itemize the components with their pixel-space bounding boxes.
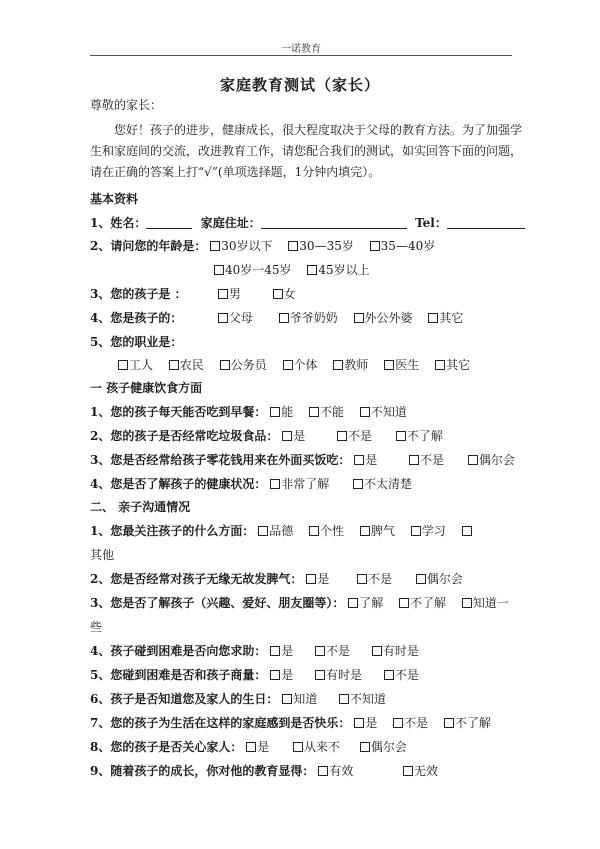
option[interactable]: 是: [246, 740, 269, 754]
option[interactable]: 爷爷奶奶: [279, 311, 338, 325]
question-text: 9、随着孩子的成长，你对他的教育显得：: [90, 764, 315, 778]
checkbox-icon: [348, 598, 358, 608]
checkbox-icon: [360, 526, 370, 536]
option[interactable]: 是: [354, 716, 377, 730]
checkbox-icon: [270, 646, 280, 656]
option[interactable]: 是: [354, 453, 377, 467]
checkbox-icon: [468, 455, 478, 465]
basic-q4-row: [90, 309, 475, 326]
checkbox-icon: [360, 407, 370, 417]
option[interactable]: 偶尔会: [360, 740, 407, 754]
checkbox-icon: [309, 407, 319, 417]
basic-q2-row-cont: [214, 261, 382, 278]
checkbox-icon: [273, 289, 283, 299]
checkbox-icon: [218, 289, 228, 299]
option[interactable]: 工人: [118, 358, 153, 372]
comm-q1-wrap: 其他: [90, 548, 115, 562]
option[interactable]: 不了解: [444, 716, 491, 730]
question-text: 2、您是否经常对孩子无缘无故发脾气：: [90, 572, 303, 586]
option[interactable]: 能: [270, 405, 293, 419]
checkbox-icon: [279, 313, 289, 323]
option[interactable]: 其它: [435, 358, 470, 372]
question-text: 1、您最关注孩子的什么方面：: [90, 524, 255, 538]
checkbox-icon: [337, 431, 347, 441]
checkbox-icon: [370, 241, 380, 251]
tel-label: Tel：: [415, 216, 447, 230]
basic-q5: 5、您的职业是：: [90, 335, 183, 349]
checkbox-icon: [307, 265, 317, 275]
name-label: 1、姓名：: [90, 216, 147, 230]
address-field[interactable]: [261, 216, 407, 229]
checkbox-icon: [399, 598, 409, 608]
option[interactable]: 其它: [428, 311, 463, 325]
option[interactable]: 不是: [384, 668, 419, 682]
checkbox-icon: [210, 241, 220, 251]
option[interactable]: 是: [282, 429, 305, 443]
option[interactable]: 不知道: [339, 692, 386, 706]
checkbox-icon: [306, 574, 316, 584]
option[interactable]: 偶尔会: [468, 453, 515, 467]
option[interactable]: 不了解: [396, 429, 443, 443]
basic-q3-row: [90, 285, 308, 302]
address-label: 家庭住址：: [200, 216, 261, 230]
option[interactable]: 有效: [318, 764, 353, 778]
option[interactable]: 医生: [384, 358, 419, 372]
question-text: 6、孩子是否知道您及家人的生日：: [90, 692, 279, 706]
checkbox-icon: [435, 360, 445, 370]
option[interactable]: 不是: [409, 453, 444, 467]
header-rule: [90, 55, 512, 56]
option[interactable]: 不太清楚: [353, 477, 412, 491]
comm-q7-row: [90, 714, 503, 731]
checkbox-icon: [353, 479, 363, 489]
option[interactable]: 知道一: [462, 596, 509, 610]
comm-q1-row: [90, 522, 473, 539]
section-communication: 二、 亲子沟通情况: [90, 500, 191, 514]
option[interactable]: 不知道: [360, 405, 407, 419]
name-field[interactable]: [146, 216, 192, 229]
option[interactable]: 有时是: [315, 668, 362, 682]
checkbox-icon: [372, 646, 382, 656]
checkbox-icon: [428, 313, 438, 323]
checkbox-icon[interactable]: [462, 526, 472, 536]
option[interactable]: 不是: [393, 716, 428, 730]
option[interactable]: 是: [270, 668, 293, 682]
question-text: 5、您碰到困难是否和孩子商量：: [90, 668, 267, 682]
diet-q1-row: [90, 403, 419, 420]
checkbox-icon: [339, 694, 349, 704]
checkbox-icon: [288, 241, 298, 251]
checkbox-icon: [218, 313, 228, 323]
checkbox-icon: [270, 479, 280, 489]
option[interactable]: 公务员: [220, 358, 267, 372]
option[interactable]: 了解: [348, 596, 383, 610]
checkbox-icon: [270, 407, 280, 417]
comm-q4-row: [90, 642, 431, 659]
option[interactable]: 是: [270, 644, 293, 658]
option[interactable]: 是: [306, 572, 329, 586]
checkbox-icon: [384, 670, 394, 680]
option[interactable]: 女: [273, 287, 296, 301]
option[interactable]: 不能: [309, 405, 344, 419]
comm-q6-row: [90, 690, 398, 707]
checkbox-icon: [283, 360, 293, 370]
checkbox-icon: [169, 360, 179, 370]
checkbox-icon: [411, 526, 421, 536]
option[interactable]: 教师: [333, 358, 368, 372]
question-text: 2、请问您的年龄是：: [90, 239, 207, 253]
option[interactable]: 40岁一45岁: [214, 263, 292, 277]
option[interactable]: 知道: [282, 692, 317, 706]
checkbox-icon: [282, 694, 292, 704]
checkbox-icon: [403, 766, 413, 776]
option[interactable]: 个体: [283, 358, 318, 372]
option[interactable]: 品德: [258, 524, 293, 538]
option[interactable]: 不是: [315, 644, 350, 658]
option[interactable]: 男: [218, 287, 241, 301]
diet-q3-row: [90, 451, 527, 468]
checkbox-icon: [354, 313, 364, 323]
comm-q8-row: [90, 738, 419, 755]
option[interactable]: 父母: [218, 311, 253, 325]
option[interactable]: 偶尔会: [416, 572, 463, 586]
option[interactable]: 30—35岁: [288, 239, 354, 253]
question-text: 2、您的孩子是否经常吃垃圾食品：: [90, 429, 279, 443]
option[interactable]: 35—40岁: [370, 239, 436, 253]
checkbox-icon: [396, 431, 406, 441]
option[interactable]: 有时是: [372, 644, 419, 658]
checkbox-icon: [270, 670, 280, 680]
checkbox-icon: [220, 360, 230, 370]
question-text: 4、您是孩子的：: [90, 311, 183, 325]
checkbox-icon: [315, 670, 325, 680]
question-text: 3、您是否了解孩子（兴趣、爱好、朋友圈等）：: [90, 596, 345, 610]
question-text: 3、您是否经常给孩子零花钱用来在外面买饭吃：: [90, 453, 351, 467]
page-header: 一诺教育: [281, 44, 321, 55]
comm-q5-row: [90, 666, 431, 683]
question-text: 7、您的孩子为生活在这样的家庭感到是否快乐：: [90, 716, 351, 730]
comm-q2-row: [90, 570, 475, 587]
intro-paragraph: 您好！孩子的进步，健康成长，很大程度取决于父母的教育方法。为了加强学生和家庭间的交流，改进教育工作，请您配合我们的测试，如实回答下面的问题，请在正确的答案上打“√”(单项选择题，1分钟内填完）。: [90, 123, 523, 179]
section-diet: 一 孩子健康饮食方面: [90, 381, 203, 395]
comm-q3-row: [90, 594, 509, 611]
checkbox-icon: [393, 718, 403, 728]
tel-field[interactable]: [447, 216, 525, 229]
question-text: 3、您的孩子是 ：: [90, 287, 187, 301]
question-text: 4、您是否了解孩子的健康状况：: [90, 477, 267, 491]
page-title: 家庭教育测试（家长）: [219, 76, 380, 94]
option[interactable]: 学习: [411, 524, 446, 538]
option[interactable]: 45岁以上: [307, 263, 369, 277]
checkbox-icon: [354, 455, 364, 465]
checkbox-icon: [333, 360, 343, 370]
checkbox-icon: [357, 574, 367, 584]
comm-q3-wrap: 些: [90, 620, 103, 634]
basic-q2-row: [90, 237, 447, 254]
basic-q1-row: [90, 214, 525, 231]
question-text: 8、您的孩子是否关心家人：: [90, 740, 243, 754]
option[interactable]: 不是: [357, 572, 392, 586]
checkbox-icon: [409, 455, 419, 465]
checkbox-icon: [258, 526, 268, 536]
option[interactable]: 不是: [337, 429, 372, 443]
basic-q5-options: [118, 356, 482, 373]
checkbox-icon: [444, 718, 454, 728]
greeting: 尊敬的家长：: [90, 98, 163, 112]
option[interactable]: 无效: [403, 764, 438, 778]
section-basic: 基本资料: [90, 192, 139, 206]
checkbox-icon: [354, 718, 364, 728]
checkbox-icon: [384, 360, 394, 370]
option[interactable]: 从来不: [293, 740, 340, 754]
option[interactable]: 非常了解: [270, 477, 329, 491]
option[interactable]: 30岁以下: [210, 239, 272, 253]
option[interactable]: 农民: [169, 358, 204, 372]
checkbox-icon: [360, 742, 370, 752]
diet-q2-row: [90, 427, 455, 444]
checkbox-icon: [416, 574, 426, 584]
diet-q4-row: [90, 475, 424, 492]
checkbox-icon: [246, 742, 256, 752]
checkbox-icon: [462, 598, 472, 608]
question-text: 1、您的孩子每天能否吃到早餐：: [90, 405, 267, 419]
checkbox-icon: [293, 742, 303, 752]
option[interactable]: 不了解: [399, 596, 446, 610]
comm-q9-row: [90, 762, 450, 779]
option[interactable]: 脾气: [360, 524, 395, 538]
checkbox-icon: [214, 265, 224, 275]
option[interactable]: 外公外婆: [354, 311, 413, 325]
option[interactable]: 个性: [309, 524, 344, 538]
question-text: 4、孩子碰到困难是否向您求助：: [90, 644, 267, 658]
checkbox-icon: [309, 526, 319, 536]
checkbox-icon: [282, 431, 292, 441]
checkbox-icon: [315, 646, 325, 656]
checkbox-icon: [318, 766, 328, 776]
checkbox-icon: [118, 360, 128, 370]
